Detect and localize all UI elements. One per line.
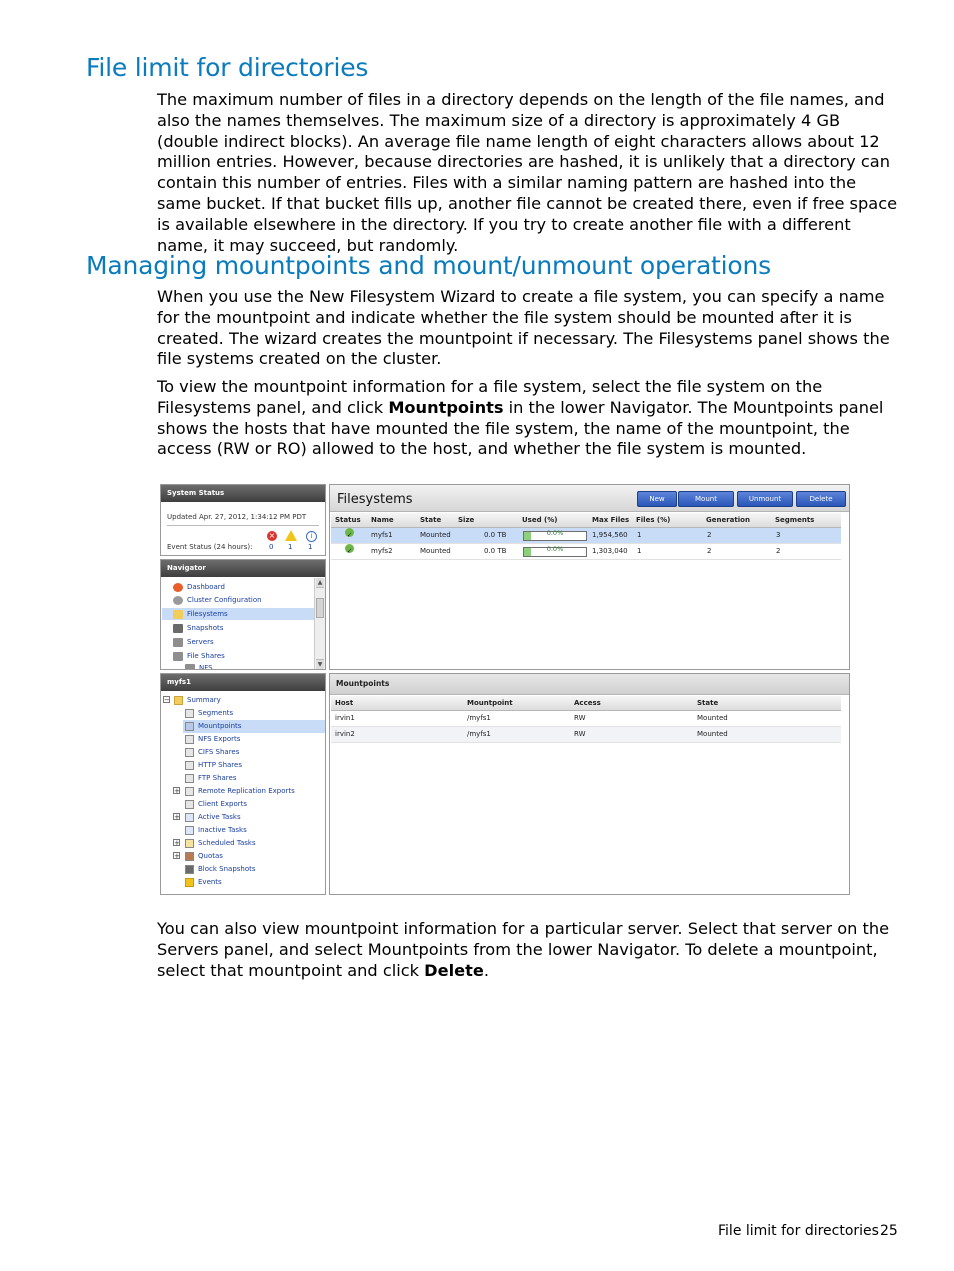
tree-summary[interactable]: − Summary [164,696,221,704]
gear-icon [173,596,183,605]
page-number: 25 [880,1223,898,1239]
export-icon [185,735,194,744]
mp-state: Mounted [697,730,728,738]
nav-dashboard[interactable]: Dashboard [173,581,225,593]
tree-active-tasks[interactable]: + Active Tasks [174,813,241,821]
share-icon [185,774,194,783]
fs-state: Mounted [420,547,451,555]
filesystems-table-header [331,513,841,528]
filesystems-screenshot [159,483,851,896]
fs-files: 1 [637,547,642,555]
collapse-icon[interactable]: − [164,696,170,704]
calendar-icon [185,839,194,848]
unmount-button[interactable]: Unmount [737,491,793,507]
col-size[interactable]: Size [458,516,475,524]
filesystems-panel [329,484,850,670]
error-icon[interactable]: × [268,531,276,540]
share-icon [173,652,183,661]
col-generation[interactable]: Generation [706,516,750,524]
navigator-title: Navigator [161,560,325,577]
expand-icon[interactable]: + [174,852,180,860]
task-icon [185,826,194,835]
tree-events[interactable]: Events [185,876,222,889]
folder-icon [174,696,183,705]
info-icon[interactable]: i [306,531,317,542]
mp-mountpoint: /myfs1 [467,714,491,722]
segments-icon [185,709,194,718]
col-max-files[interactable]: Max Files [592,516,630,524]
footer-label: File limit for directories [718,1223,879,1239]
tree-block-snapshots[interactable]: Block Snapshots [185,863,256,876]
fs-generation: 2 [707,531,712,539]
fs-size: 0.0 TB [484,547,507,555]
mountpoints-panel [329,673,850,895]
mountpoints-term: Mountpoints [388,397,504,417]
fs-name: myfs2 [371,547,393,555]
tree-cifs-shares[interactable]: CIFS Shares [185,746,239,759]
nav-nfs[interactable]: NFS [185,662,213,670]
section-heading-mountpoints: Managing mountpoints and mount/unmount operations [86,251,771,280]
fs-size: 0.0 TB [484,531,507,539]
nav-cluster-configuration[interactable]: Cluster Configuration [173,594,262,606]
task-icon [185,813,194,822]
expand-icon[interactable]: + [174,813,180,821]
warning-count: 1 [288,543,293,551]
export-icon [185,787,194,796]
nav-servers[interactable]: Servers [173,636,214,648]
col-name[interactable]: Name [371,516,394,524]
delete-term: Delete [424,960,484,980]
camera-icon [185,865,194,874]
fs-max-files: 1,303,040 [592,547,628,555]
nfs-icon [185,664,195,671]
fs-generation: 2 [707,547,712,555]
fs-max-files: 1,954,560 [592,531,628,539]
fs-files: 1 [637,531,642,539]
folder-icon [173,610,183,619]
table-row[interactable] [331,727,841,743]
quota-icon [185,852,194,861]
delete-button[interactable]: Delete [796,491,846,507]
mp-state: Mounted [697,714,728,722]
error-count: 0 [269,543,274,551]
status-ok-icon: ✓ [345,544,354,553]
info-count: 1 [308,543,313,551]
dashboard-icon [173,583,183,592]
navigator-scrollbar[interactable]: ▲ ▼ [314,578,325,669]
warning-icon[interactable] [285,530,297,541]
col-used[interactable]: Used (%) [522,516,558,524]
lower-navigator-title: myfs1 [161,674,325,691]
system-status-panel [160,484,326,556]
filesystems-title: Filesystems [337,492,413,507]
mountpoints-table-header [331,696,841,711]
new-button[interactable]: New [637,491,677,507]
tree-client-exports[interactable]: Client Exports [185,798,247,811]
col-state[interactable]: State [420,516,442,524]
nav-filesystems[interactable]: Filesystems [162,608,315,620]
tree-ftp-shares[interactable]: FTP Shares [185,772,236,785]
mp-access: RW [574,730,586,738]
export-icon [185,800,194,809]
fs-state: Mounted [420,531,451,539]
tree-segments[interactable]: Segments [185,707,233,720]
tree-http-shares[interactable]: HTTP Shares [185,759,242,772]
used-progress-bar: 0.0% [523,531,587,541]
expand-icon[interactable]: + [174,787,180,795]
tree-mountpoints[interactable]: Mountpoints [183,720,325,733]
tree-nfs-exports[interactable]: NFS Exports [185,733,240,746]
used-progress-bar: 0.0% [523,547,587,557]
paragraph-wizard: When you use the New Filesystem Wizard to create a file system, you can specify a name for the mountpoint and indicate whether the file system should be mounted after it is created. The wizard creates the mountpoint if necessary. The Filesystems panel shows the file systems created on the cluster. [157,287,890,369]
mount-button[interactable]: Mount [678,491,734,507]
expand-icon[interactable]: + [174,839,180,847]
mp-host: irvin1 [335,714,355,722]
col-segments[interactable]: Segments [775,516,815,524]
lightning-icon [185,878,194,887]
mp-access: RW [574,714,586,722]
mp-host: irvin2 [335,730,355,738]
navigator-panel [160,559,326,670]
share-icon [185,761,194,770]
table-row[interactable] [331,544,841,560]
nav-snapshots[interactable]: Snapshots [173,622,223,634]
col-host[interactable]: Host [335,699,354,707]
tree-remote-replication-exports[interactable]: + Remote Replication Exports [174,787,295,795]
camera-icon [173,624,183,633]
server-icon [173,638,183,647]
updated-timestamp: Updated Apr. 27, 2012, 1:34:12 PM PDT [167,513,307,521]
col-state[interactable]: State [697,699,719,707]
section-body-file-limit: The maximum number of files in a directory depends on the length of the file names, and also the names themselves. The maximum size of a directory is approximately 4 GB (double indirect blocks). An average file name length of eight characters allows about 12 million entries. However, because directories are hashed, it is unlikely that a directory can contain this number of entries. Files with a similar naming pattern are hashed into the same bucket. If that bucket fills up, another file cannot be created there, even if free space is available elsewhere in the directory. If you try to create another file with a different name, it may succeed, but randomly. [157,90,898,255]
col-access[interactable]: Access [574,699,601,707]
section-heading-file-limit: File limit for directories [86,53,369,82]
event-status-label: Event Status (24 hours): [167,543,253,551]
table-row[interactable] [331,528,841,544]
mountpoint-icon [185,722,194,731]
lower-navigator-panel [160,673,326,895]
col-files[interactable]: Files (%) [636,516,671,524]
status-ok-icon: ✓ [345,528,354,537]
tree-scheduled-tasks[interactable]: + Scheduled Tasks [174,839,256,847]
col-mountpoint[interactable]: Mountpoint [467,699,513,707]
nav-file-shares[interactable]: File Shares [173,650,225,662]
tree-inactive-tasks[interactable]: Inactive Tasks [185,824,247,837]
mp-mountpoint: /myfs1 [467,730,491,738]
share-icon [185,748,194,757]
table-row[interactable] [331,711,841,727]
mountpoints-title: Mountpoints [336,679,390,688]
paragraph-server-mountpoints: You can also view mountpoint information for a particular server. Select that server on the Servers panel, and select Mountpoints from the lower Navigator. To delete a mountpoint, select that mountpoint and click Delete. [157,919,890,980]
paragraph-view-mountpoints: To view the mountpoint information for a file system, select the file system on the Filesystems panel, and click Mountpoints in the lower Navigator. The Mountpoints panel shows the hosts that have mounted the file system, the name of the mountpoint, the access (RW or RO) allowed to the host, and whether the file system is mounted. [157,377,884,459]
tree-quotas[interactable]: + Quotas [174,852,223,860]
col-status[interactable]: Status [335,516,361,524]
fs-name: myfs1 [371,531,393,539]
fs-segments: 2 [776,547,781,555]
system-status-title: System Status [161,485,325,502]
fs-segments: 3 [776,531,781,539]
